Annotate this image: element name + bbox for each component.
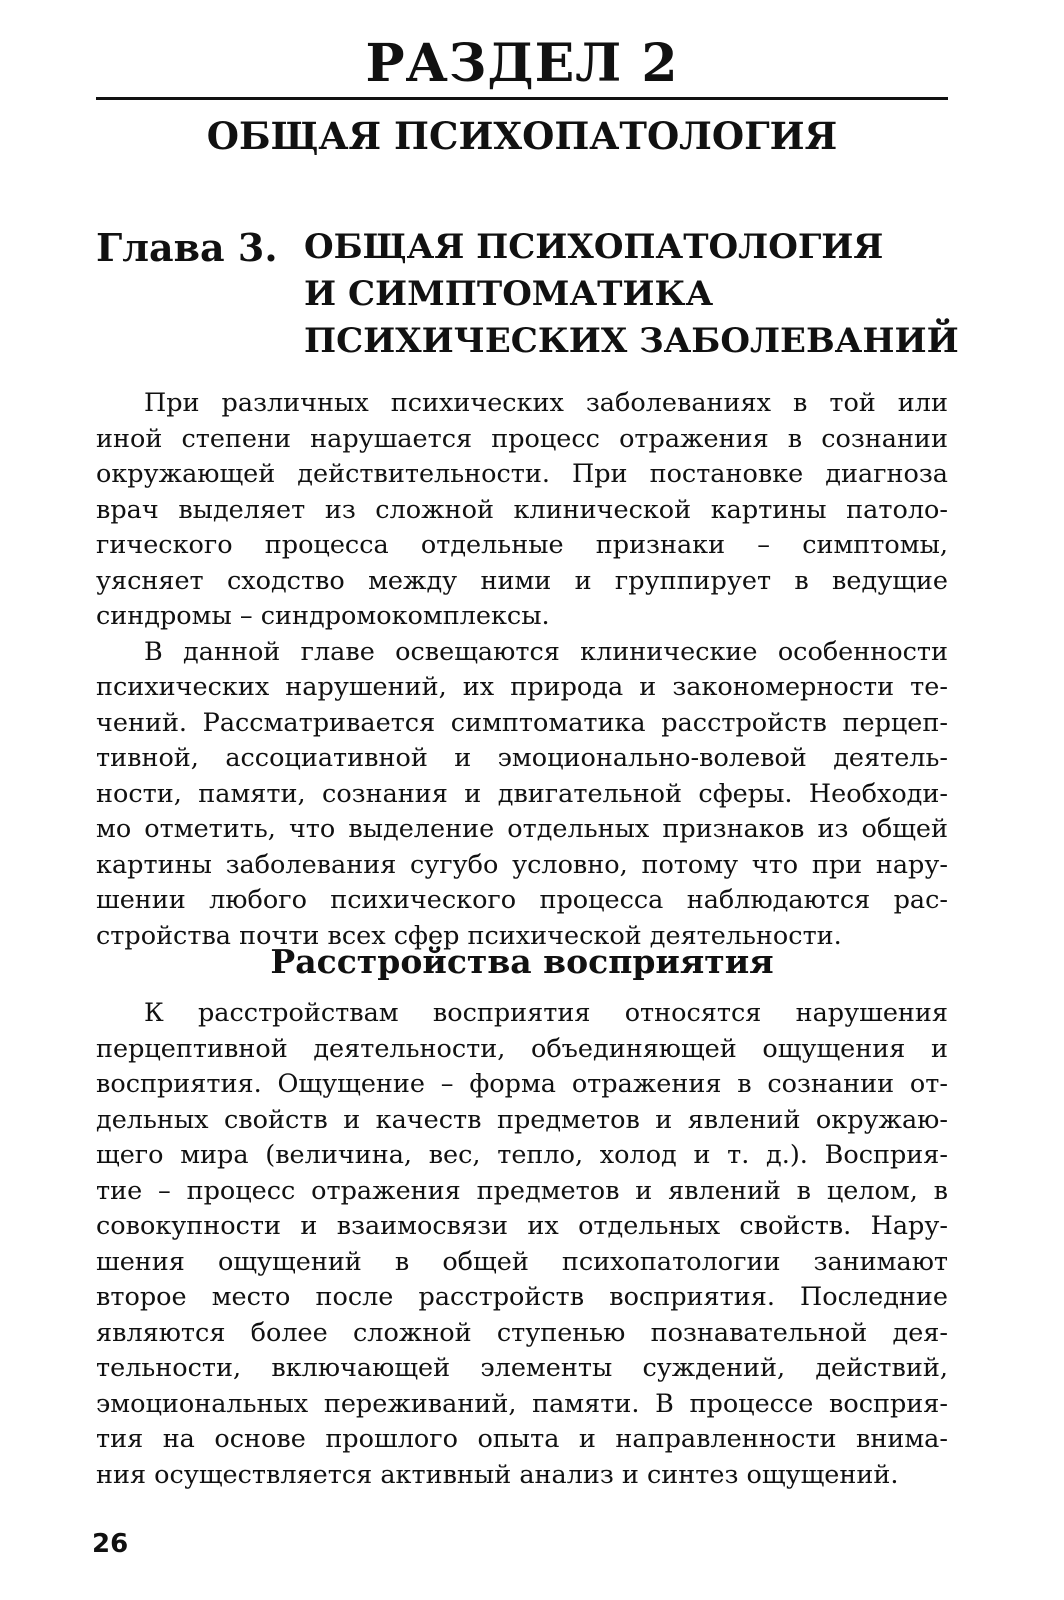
- perception-paragraph: [96, 996, 948, 1493]
- text-line: тельности, включающей элементы суждений, действий,: [96, 1353, 948, 1383]
- perception-text: [96, 996, 948, 1493]
- text-line: гического процесса отдельные признаки – симптомы,: [96, 530, 948, 560]
- chapter-title-line: И СИМПТОМАТИКА: [304, 274, 714, 314]
- text-line: уясняет сходство между ними и группирует в ведущие: [96, 565, 948, 596]
- text-line: являются более сложной ступенью познавательной дея-: [96, 1317, 948, 1348]
- text-line: окружающей действительности. При постановке диагноза: [96, 459, 948, 489]
- section-divider: [96, 97, 948, 100]
- text-line: эмоциональных переживаний, памяти. В процессе восприя-: [96, 1388, 948, 1419]
- text-line: ности, памяти, сознания и двигательной сферы. Необходи-: [96, 778, 948, 809]
- text-line: В данной главе освещаются клинические особенности: [144, 636, 948, 667]
- text-line: шении любого психического процесса наблюдаются рас-: [96, 885, 948, 915]
- text-line: дельных свойств и качеств предметов и явлений окружаю-: [96, 1104, 948, 1135]
- text-line: восприятия. Ощущение – форма отражения в сознании от-: [96, 1069, 948, 1099]
- text-line: врач выделяет из сложной клинической картины патоло-: [96, 494, 948, 525]
- text-line: ния осуществляется активный анализ и синтез ощущений.: [96, 1459, 899, 1490]
- text-line: второе место после расстройств восприятия. Последние: [96, 1282, 948, 1312]
- text-line: картины заболевания сугубо условно, потому что при нару-: [96, 849, 948, 880]
- text-line: совокупности и взаимосвязи их отдельных свойств. Нару-: [96, 1211, 948, 1241]
- intro-text: [96, 386, 948, 954]
- text-line: психических нарушений, их природа и закономерности те-: [96, 672, 948, 702]
- page-number: 26: [92, 1529, 129, 1559]
- text-line: При различных психических заболеваниях в той или: [144, 388, 948, 418]
- text-line: стройства почти всех сфер психической деятельности.: [96, 920, 842, 951]
- chapter-label: Глава 3.: [96, 225, 278, 270]
- text-line: синдромы – синдромокомплексы.: [96, 601, 550, 631]
- subsection-heading: Расстройства восприятия: [270, 942, 774, 981]
- text-line: шения ощущений в общей психопатологии занимают: [96, 1246, 948, 1277]
- text-line: тия на основе прошлого опыта и направленности внима-: [96, 1424, 948, 1454]
- chapter-title: [304, 224, 959, 365]
- text-line: перцептивной деятельности, объединяющей ощущения и: [96, 1033, 948, 1064]
- chapter-title-line: ПСИХИЧЕСКИХ ЗАБОЛЕВАНИЙ: [304, 321, 959, 361]
- text-line: мо отметить, что выделение отдельных признаков из общей: [96, 814, 948, 844]
- text-line: чений. Рассматривается симптоматика расстройств перцеп-: [96, 707, 948, 738]
- intro-paragraph-1: [96, 386, 948, 635]
- intro-paragraph-2: [96, 635, 948, 955]
- section-subtitle: ОБЩАЯ ПСИХОПАТОЛОГИЯ: [206, 114, 838, 158]
- text-line: тие – процесс отражения предметов и явлений в целом, в: [96, 1175, 948, 1206]
- section-title: РАЗДЕЛ 2: [365, 33, 679, 94]
- text-line: иной степени нарушается процесс отражения в сознании: [96, 423, 948, 454]
- text-line: К расстройствам восприятия относятся нарушения: [144, 998, 948, 1028]
- text-line: щего мира (величина, вес, тепло, холод и т. д.). Восприя-: [96, 1140, 948, 1170]
- chapter-title-line: ОБЩАЯ ПСИХОПАТОЛОГИЯ: [304, 227, 884, 267]
- text-line: тивной, ассоциативной и эмоционально-волевой деятель-: [96, 743, 948, 773]
